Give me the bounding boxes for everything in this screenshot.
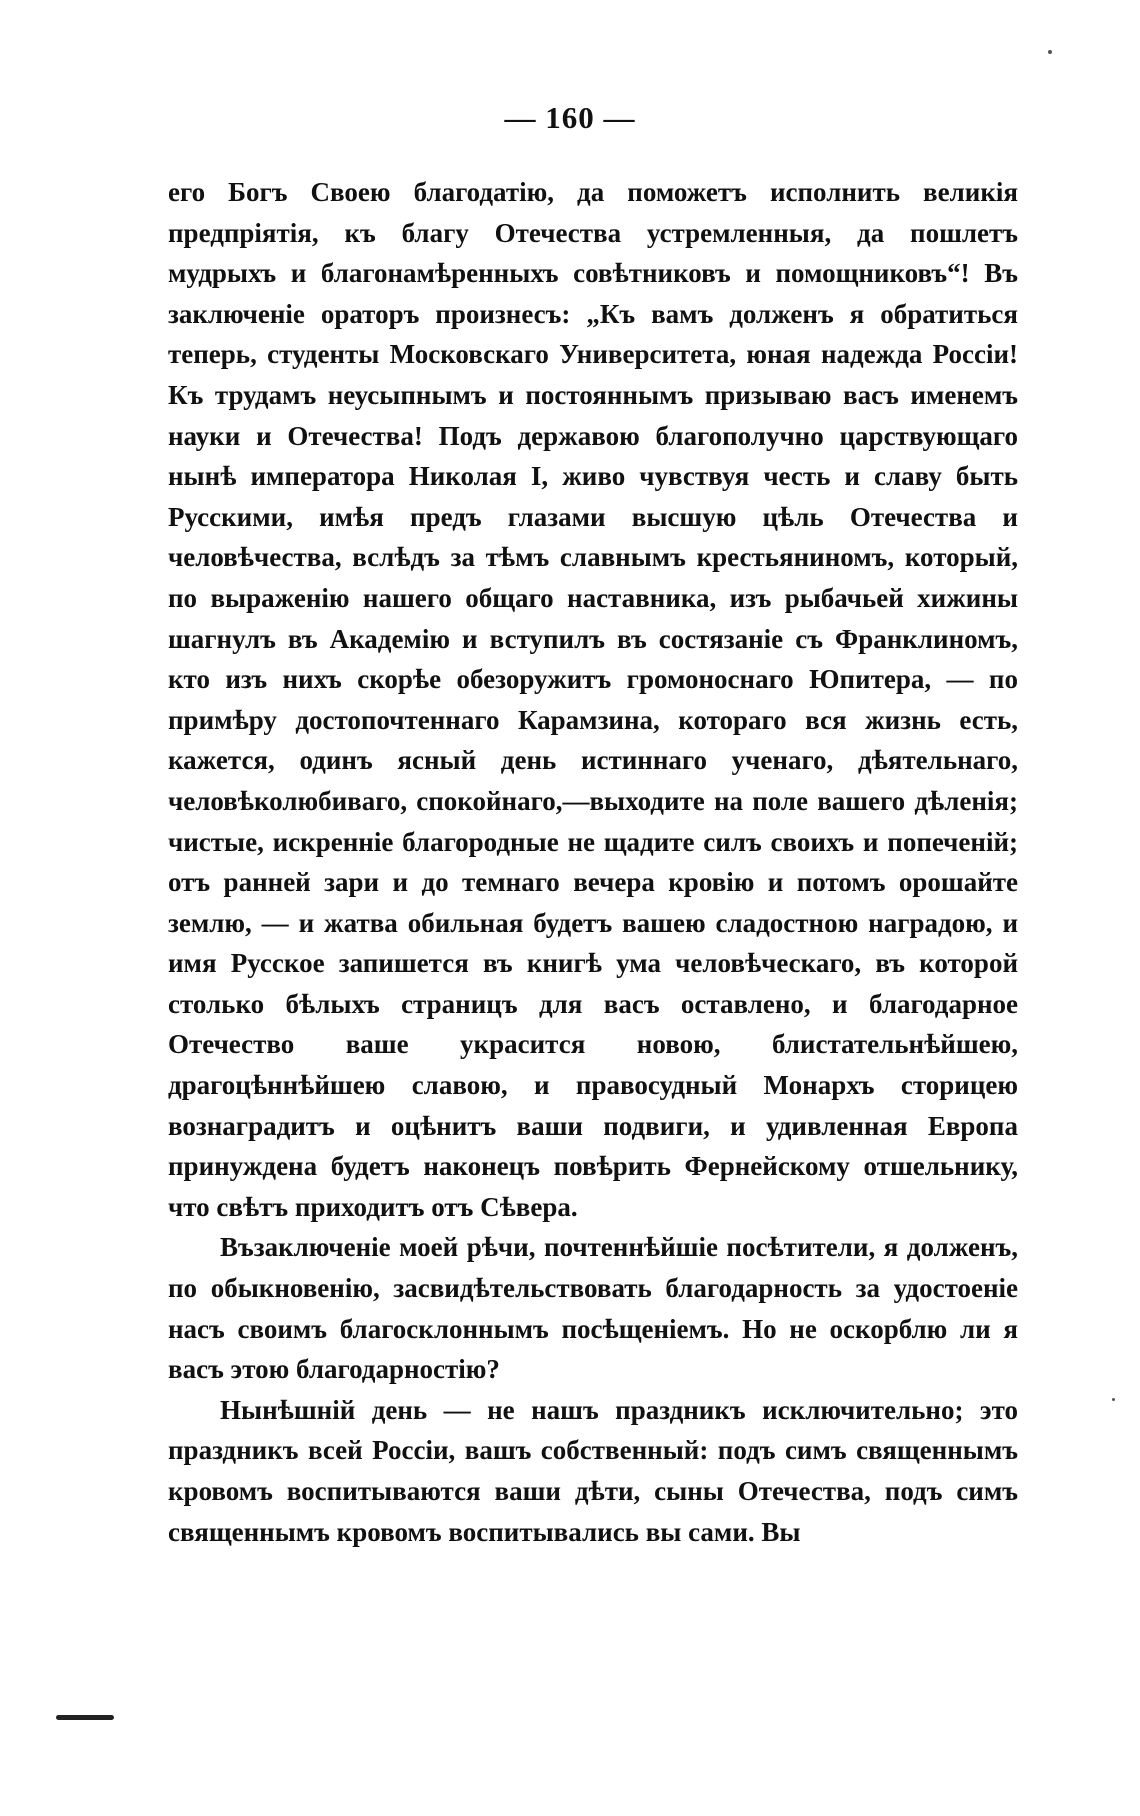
page-number: — 160 —	[504, 100, 636, 135]
scan-speck	[1112, 1398, 1115, 1401]
scan-speck	[1048, 50, 1052, 54]
margin-dash-mark	[56, 1715, 114, 1720]
paragraph-national-holiday: Нынѣшнiй день — не нашъ праздникъ исключительно; это праздникъ всей Россiи, вашъ собственный: подъ симъ священнымъ кровомъ воспитываются ваши дѣти, сыны Отечества, подъ симъ священнымъ кровомъ воспитывались вы сами. Вы	[168, 1394, 1018, 1547]
paragraph-closing-remarks: Възаключенiе моей рѣчи, почтеннѣйшiе посѣтители, я долженъ, по обыкновенiю, засвидѣтельствовать благодарность за удостоенiе насъ своимъ благосклоннымъ посѣщенiемъ. Но не оскорблю ли я васъ этою благодарностiю?	[168, 1232, 1018, 1385]
body-text	[168, 172, 1018, 1552]
paragraph-continuation: его Богъ Своею благодатiю, да поможетъ исполнить великiя предпрiятiя, къ благу Отечества устремленныя, да пошлетъ мудрыхъ и благонамѣренныхъ совѣтниковъ и помощниковъ“! Въ заключенiе ораторъ произнесъ: „Къ вамъ долженъ я обратиться теперь, студенты Московскаго Университета, юная надежда Россiи! Къ трудамъ неусыпнымъ и постояннымъ призываю васъ именемъ науки и Отечества! Подъ державою благополучно царствующаго нынѣ императора Николая I, живо чувствуя честь и славу быть Русскими, имѣя предъ глазами высшую цѣль Отечества и человѣчества, вслѣдъ за тѣмъ славнымъ крестьяниномъ, который, по выраженiю нашего общаго наставника, изъ рыбачьей хижины шагнулъ въ Академiю и вступилъ въ состязанiе съ Франклиномъ, кто изъ нихъ скорѣе обезоружитъ громоноснаго Юпитера, — по примѣру достопочтеннаго Карамзина, котораго вся жизнь есть, кажется, одинъ ясный день истиннаго ученаго, дѣятельнаго, человѣколюбиваго, спокойнаго,—выходите на поле вашего дѣленiя; чистые, искреннiе благородные не щадите силъ своихъ и попеченiй; отъ ранней зари и до темнаго вечера кровiю и потомъ орошайте землю, — и жатва обильная будетъ вашею сладостною наградою, и имя Русское запишется въ книгѣ ума человѣческаго, въ которой столько бѣлыхъ страницъ для васъ оставлено, и благодарное Отечество ваше украсится новою, блистательнѣйшею, драгоцѣннѣйшею славою, и правосудный Монархъ сторицею вознаградитъ и оцѣнитъ ваши подвиги, и удивленная Европа принуждена будетъ наконецъ повѣрить Фернейскому отшельнику, что свѣтъ приходитъ отъ Сѣвера.	[168, 177, 1018, 1222]
